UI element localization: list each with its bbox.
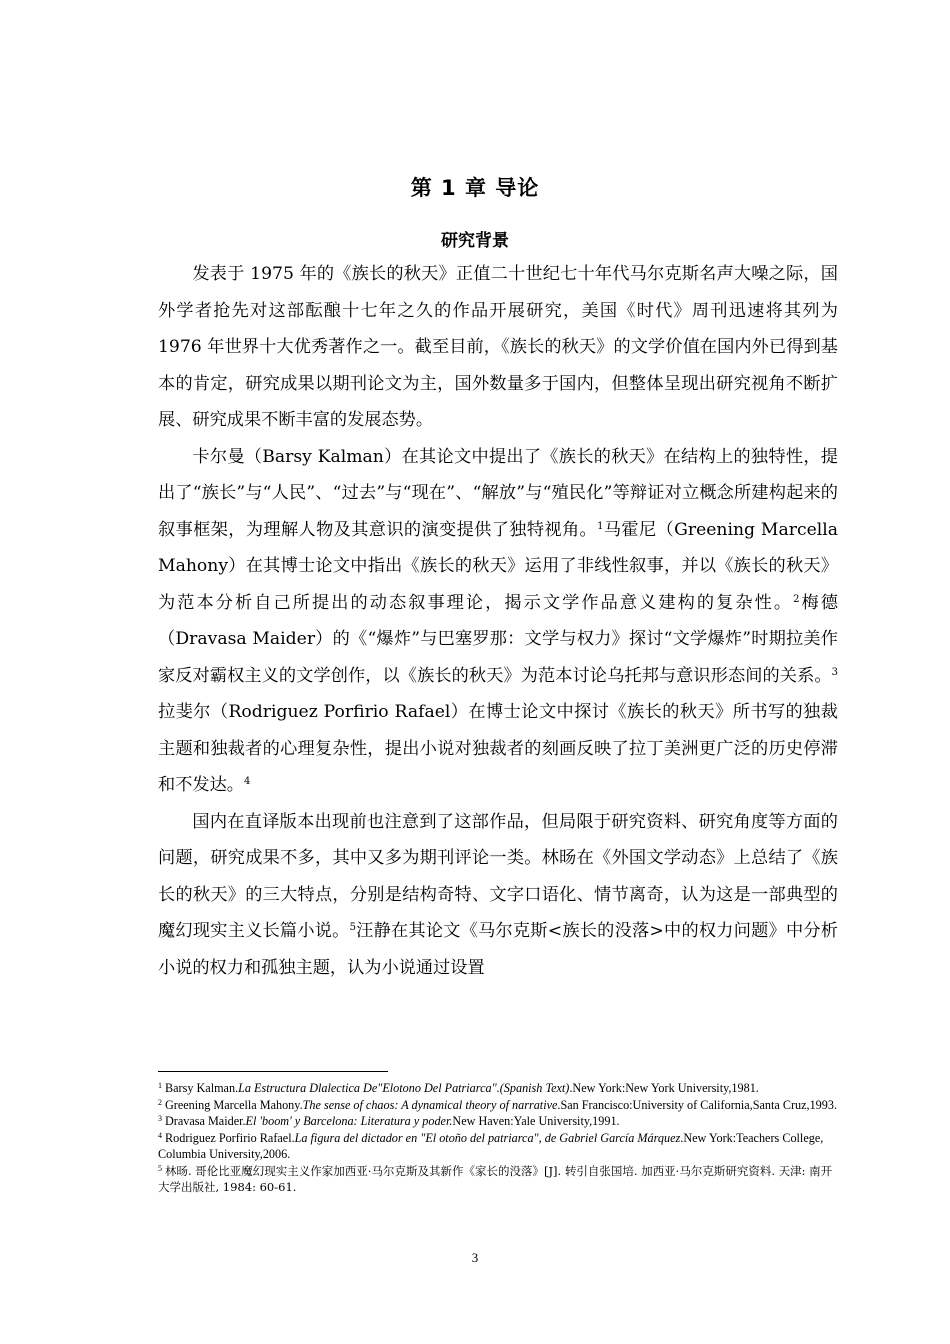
paragraph-2-text-a: 卡尔曼（Barsy Kalman）在其论文中提出了《族长的秋天》在结构上的独特性，提出了“族长”与“人民”、“过去”与“现在”、“解放”与“殖民化”等辩证对立概念所建构起来的叙事框架，为理解人物及其意识的演变提供了独特视角。 xyxy=(158,446,838,540)
paragraph-2-text-c: 梅德（Dravasa Maider）的《“爆炸”与巴塞罗那：文学与权力》探讨“文学爆炸”时期拉美作家反对霸权主义的文学创作，以《族长的秋天》为范本讨论乌托邦与意识形态间的关系。 xyxy=(158,592,838,686)
footnote-2 xyxy=(158,1097,838,1114)
footnote-ref-3[interactable]: 3 xyxy=(831,666,838,678)
paragraph-2 xyxy=(158,439,838,804)
footnote-3 xyxy=(158,1113,838,1130)
footnote-ref-4[interactable]: 4 xyxy=(243,776,251,787)
footnote-citation: 林旸. 哥伦比亚魔幻现实主义作家加西亚·马尔克斯及其新作《家长的没落》[J]. 转引自张国培. 加西亚·马尔克斯研究资料. 天津: 南开大学出版社, 1984: 60-61. xyxy=(158,1163,833,1194)
footnote-number: 4 xyxy=(158,1130,162,1140)
footnotes xyxy=(158,1080,838,1196)
footnote-title: La Estructura Dlalectica De"Elotono Del Patriarca".(Spanish Text) xyxy=(238,1081,570,1095)
footnote-number: 2 xyxy=(158,1097,162,1107)
footnote-title: El 'boom' y Barcelona: Literatura y poder. xyxy=(245,1114,453,1128)
footnote-4 xyxy=(158,1130,838,1163)
chapter-title: 第 1 章 导论 xyxy=(410,176,540,200)
footnote-number: 5 xyxy=(158,1163,162,1173)
footnote-title: The sense of chaos: A dynamical theory of narrative xyxy=(302,1097,558,1112)
paragraph-1-text: 发表于 1975 年的《族长的秋天》正值二十世纪七十年代马尔克斯名声大噪之际，国外学者抢先对这部酝酿十七年之久的作品开展研究，美国《时代》周刊迅速将其列为 1976 年世界十大优秀著作之一。截至目前，《族长的秋天》的文学价值在国内外已得到基本的肯定，研究成果以期刊论文为主，国外数量多于国内，但整体呈现出研究视角不断扩展、研究成果不断丰富的发展态势。 xyxy=(158,264,838,430)
paragraph-2-text-d: 拉斐尔（Rodriguez Porfirio Rafael）在博士论文中探讨《族长的秋天》所书写的独裁主题和独裁者的心理复杂性，提出小说对独裁者的刻画反映了拉丁美洲更广泛的历史停滞和不发达。 xyxy=(158,702,838,795)
footnote-divider xyxy=(158,1071,388,1072)
body-text xyxy=(158,256,838,986)
footnote-publisher: .San Francisco:University of California,Santa Cruz,1993. xyxy=(557,1097,837,1112)
footnote-publisher: .New York:Teachers College, Columbia University,2006. xyxy=(158,1130,824,1161)
footnote-5 xyxy=(158,1163,838,1196)
footnote-title: La figura del dictador en "El otoño del patriarca", de Gabriel García Márquez xyxy=(294,1130,681,1145)
footnote-number: 1 xyxy=(158,1081,162,1090)
paragraph-2-text-b: 马霍尼（Greening Marcella Mahony）在其博士论文中指出《族长的秋天》运用了非线性叙事，并以《族长的秋天》为范本分析自己所提出的动态叙事理论，揭示文学作品意义建构的复杂性。 xyxy=(158,519,838,613)
footnote-number: 3 xyxy=(158,1114,162,1123)
footnote-ref-1[interactable]: 1 xyxy=(597,520,604,532)
paragraph-1 xyxy=(158,256,838,439)
footnote-ref-2[interactable]: 2 xyxy=(793,593,800,605)
paragraph-3-text-a: 国内在直译版本出现前也注意到了这部作品，但局限于研究资料、研究角度等方面的问题，研究成果不多，其中又多为期刊评论一类。林旸在《外国文学动态》上总结了《族长的秋天》的三大特点，分别是结构奇特、文字口语化、情节离奇，认为这是一部典型的魔幻现实主义长篇小说。 xyxy=(158,811,838,941)
footnote-ref-5[interactable]: 5 xyxy=(349,922,356,933)
section-title: 研究背景 xyxy=(441,231,509,251)
footnote-publisher: .New York:New York University,1981. xyxy=(569,1081,759,1095)
paragraph-3 xyxy=(158,804,838,987)
footnote-author: Barsy Kalman. xyxy=(165,1081,239,1095)
footnote-1 xyxy=(158,1080,838,1097)
paragraph-3-text-b: 汪静在其论文《马尔克斯<族长的没落>中的权力问题》中分析小说的权力和孤独主题，认为小说通过设置 xyxy=(158,921,838,978)
footnote-publisher: New Haven:Yale University,1991. xyxy=(452,1114,620,1128)
footnote-author: Greening Marcella Mahony. xyxy=(165,1097,303,1112)
footnote-author: Dravasa Maider. xyxy=(165,1114,246,1128)
footnote-author: Rodriguez Porfirio Rafael. xyxy=(165,1130,295,1145)
page-number: 3 xyxy=(471,1250,479,1265)
